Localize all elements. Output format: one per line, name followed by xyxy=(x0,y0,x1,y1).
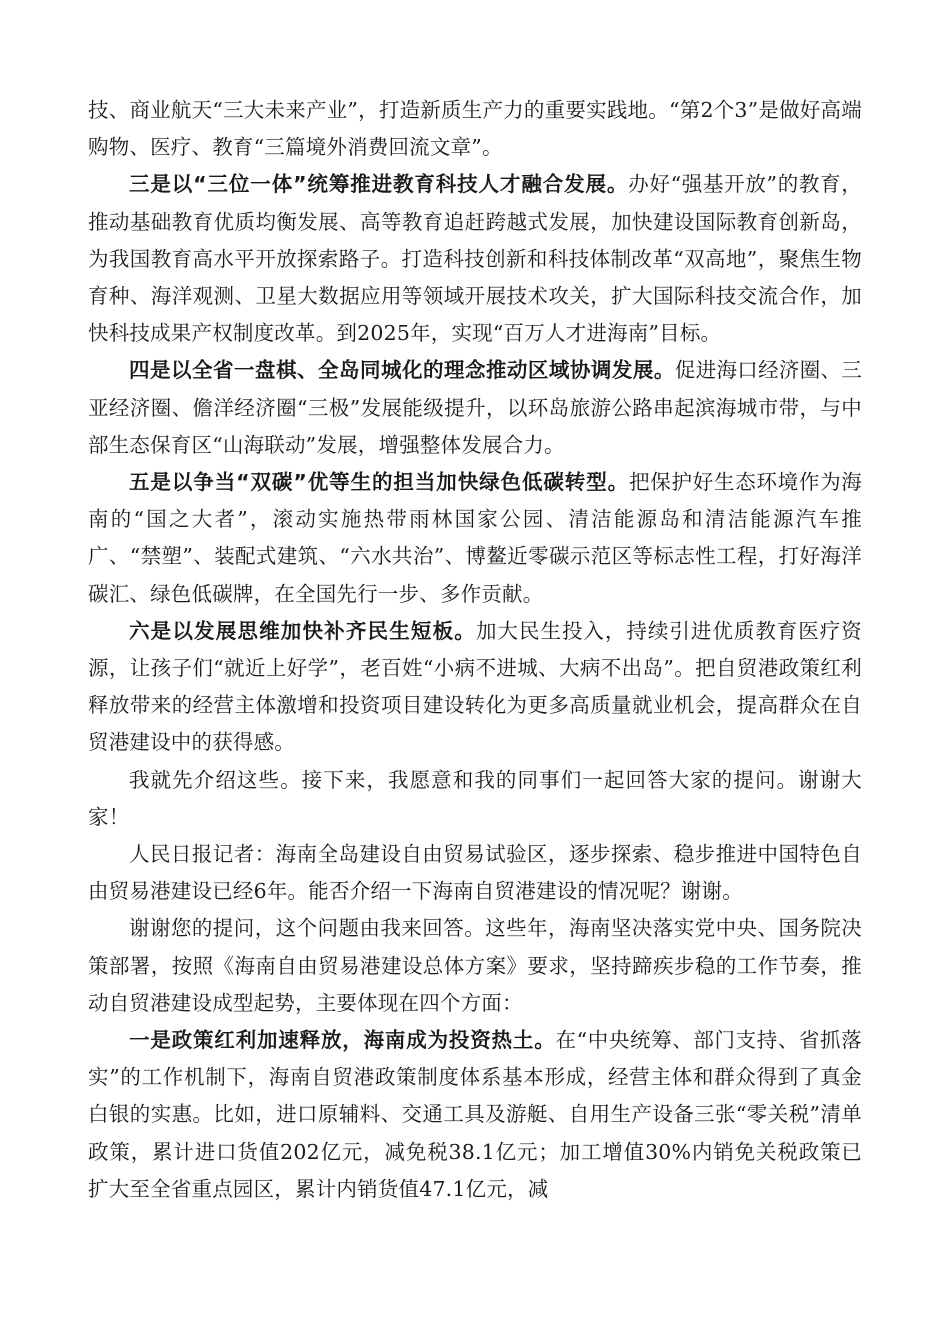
paragraph-heading: 六是以发展思维加快补齐民生短板。 xyxy=(129,618,476,643)
paragraph-text: 把保护好生态环境作为海南的“国之大者”，滚动实施热带雨林国家公园、清洁能源岛和清洁能源汽车推广、“禁塑”、装配式建筑、“六水共治”、博鳌近零碳示范区等标志性工程，打好海洋碳汇、绿色低碳牌，在全国先行一步、多作贡献。 xyxy=(88,470,862,606)
document-body xyxy=(88,92,862,1208)
paragraph-text: 人民日报记者：海南全岛建设自由贸易试验区，逐步探索、稳步推进中国特色自由贸易港建设已经6年。能否介绍一下海南自贸港建设的情况呢？谢谢。 xyxy=(88,842,862,904)
paragraph-text: 办好“强基开放”的教育，推动基础教育优质均衡发展、高等教育追赶跨越式发展，加快建设国际教育创新岛，为我国教育高水平开放探索路子。打造科技创新和科技体制改革“双高地”，聚焦生物育种、海洋观测、卫星大数据应用等领域开展技术攻关，扩大国际科技交流合作，加快科技成果产权制度改革。到2025年，实现“百万人才进海南”目标。 xyxy=(88,172,862,346)
paragraph-heading: 一是政策红利加速释放，海南成为投资热土。 xyxy=(129,1028,556,1053)
paragraph-reporter-question xyxy=(88,836,862,910)
paragraph-point-five xyxy=(88,464,862,613)
paragraph-text: 技、商业航天“三大未来产业”，打造新质生产力的重要实践地。“第2个3”是做好高端购物、医疗、教育“三篇境外消费回流文章”。 xyxy=(88,98,862,160)
paragraph-answer-point-one xyxy=(88,1022,862,1208)
paragraph-text: 谢谢您的提问，这个问题由我来回答。这些年，海南坚决落实党中央、国务院决策部署，按照《海南自由贸易港建设总体方案》要求，坚持蹄疾步稳的工作节奏，推动自贸港建设成型起势，主要体现在四个方面： xyxy=(88,916,862,1015)
paragraph-closing-remarks xyxy=(88,762,862,836)
paragraph-text: 加大民生投入，持续引进优质教育医疗资源，让孩子们“就近上好学”，老百姓“小病不进城、大病不出岛”。把自贸港政策红利释放带来的经营主体激增和投资项目建设转化为更多高质量就业机会，提高群众在自贸港建设中的获得感。 xyxy=(88,618,862,755)
paragraph-text: 在“中央统筹、部门支持、省抓落实”的工作机制下，海南自贸港政策制度体系基本形成，经营主体和群众得到了真金白银的实惠。比如，进口原辅料、交通工具及游艇、自用生产设备三张“零关税”清单政策，累计进口货值202亿元，减免税38.1亿元；加工增值30%内销免关税政策已扩大至全省重点园区，累计内销货值47.1亿元，减 xyxy=(88,1028,863,1201)
paragraph-heading: 四是以全省一盘棋、全岛同城化的理念推动区域协调发展。 xyxy=(129,358,675,383)
paragraph-text: 我就先介绍这些。接下来，我愿意和我的同事们一起回答大家的提问。谢谢大家！ xyxy=(88,767,862,829)
paragraph-heading: 五是以争当“双碳”优等生的担当加快绿色低碳转型。 xyxy=(129,470,630,495)
paragraph-point-six xyxy=(88,613,862,762)
paragraph-continuation xyxy=(88,92,862,166)
paragraph-point-four xyxy=(88,352,862,464)
paragraph-text: 促进海口经济圈、三亚经济圈、儋洋经济圈“三极”发展能级提升，以环岛旅游公路串起滨海城市带，与中部生态保育区“山海联动”发展，增强整体发展合力。 xyxy=(88,358,862,457)
paragraph-heading: 三是以“三位一体”统筹推进教育科技人才融合发展。 xyxy=(129,172,629,197)
paragraph-answer-intro xyxy=(88,910,862,1022)
paragraph-point-three xyxy=(88,166,862,352)
